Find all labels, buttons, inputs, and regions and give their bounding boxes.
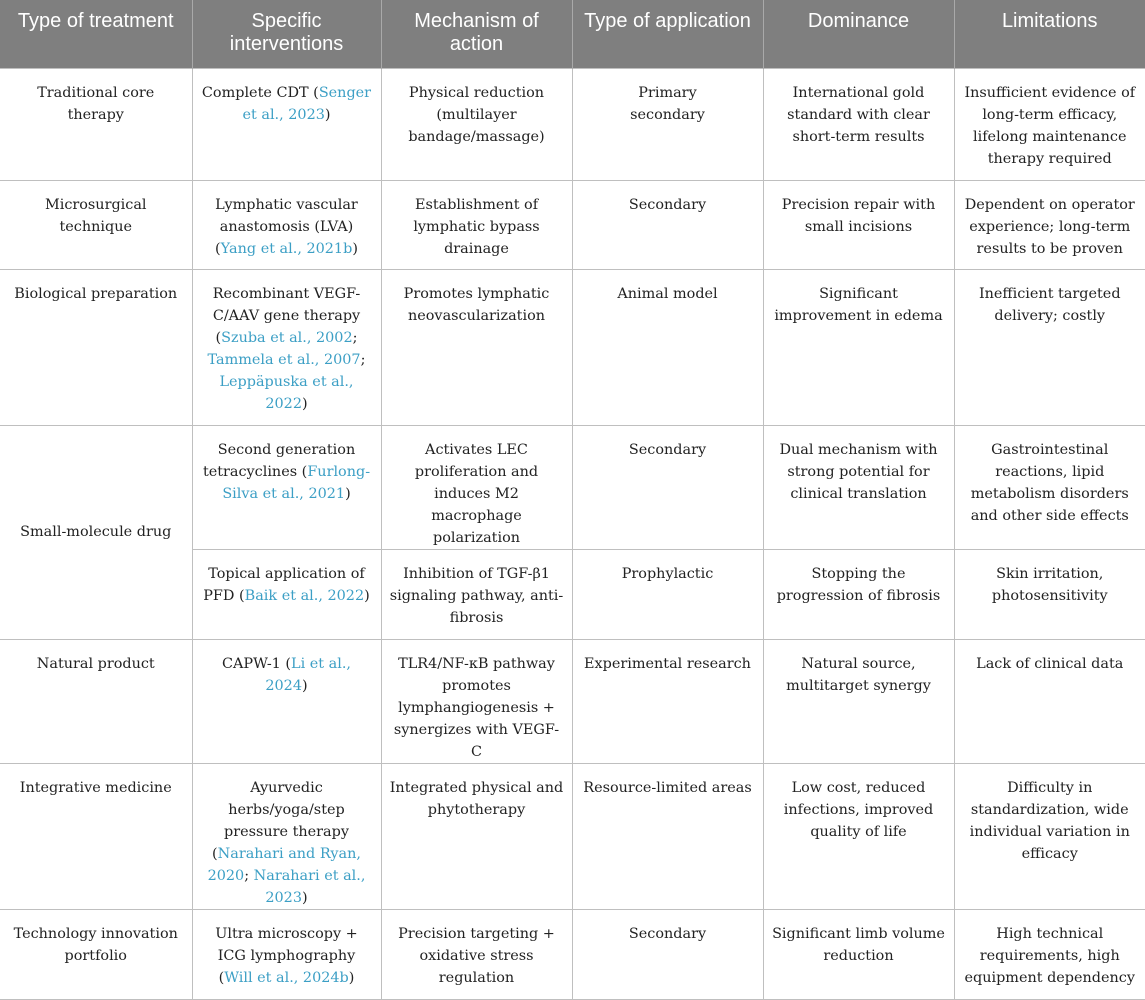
citation-link[interactable]: Narahari and Ryan, 2020 bbox=[207, 845, 361, 884]
cell-type: Microsurgical technique bbox=[0, 180, 192, 269]
citation-link[interactable]: Yang et al., 2021b bbox=[220, 240, 353, 257]
cell-type: Small-molecule drug bbox=[0, 425, 192, 639]
citation-link[interactable]: Li et al., 2024 bbox=[265, 655, 351, 694]
cell-intervention: Second generation tetracyclines (Furlong-Silva et al., 2021) bbox=[192, 425, 381, 549]
cell-mechanism: Inhibition of TGF-β1 signaling pathway, anti-fibrosis bbox=[381, 549, 572, 639]
citation-link[interactable]: Narahari et al., 2023 bbox=[253, 867, 366, 906]
cell-limitations: Dependent on operator experience; long-term results to be proven bbox=[954, 180, 1145, 269]
cell-application: Experimental research bbox=[572, 639, 763, 763]
cell-dominance: Natural source, multitarget synergy bbox=[763, 639, 954, 763]
cell-type: Biological preparation bbox=[0, 269, 192, 425]
header-dominance: Dominance bbox=[763, 0, 954, 68]
cell-dominance: International gold standard with clear short-term results bbox=[763, 68, 954, 180]
cell-intervention: Recombinant VEGF-C/AAV gene therapy (Szuba et al., 2002; Tammela et al., 2007; Leppäpuska et al., 2022) bbox=[192, 269, 381, 425]
cell-mechanism: Establishment of lymphatic bypass drainage bbox=[381, 180, 572, 269]
table-row bbox=[0, 180, 1145, 269]
cell-limitations: Difficulty in standardization, wide individual variation in efficacy bbox=[954, 763, 1145, 909]
cell-limitations: Skin irritation, photosensitivity bbox=[954, 549, 1145, 639]
citation-link[interactable]: Leppäpuska et al., 2022 bbox=[219, 373, 354, 412]
cell-mechanism: Activates LEC proliferation and induces M2 macrophage polarization bbox=[381, 425, 572, 549]
cell-application: Primary secondary bbox=[572, 68, 763, 180]
cell-intervention: Topical application of PFD (Baik et al., 2022) bbox=[192, 549, 381, 639]
cell-dominance: Significant limb volume reduction bbox=[763, 909, 954, 999]
cell-limitations: Lack of clinical data bbox=[954, 639, 1145, 763]
cell-limitations: Gastrointestinal reactions, lipid metabolism disorders and other side effects bbox=[954, 425, 1145, 549]
cell-application: Prophylactic bbox=[572, 549, 763, 639]
cell-intervention: Ultra microscopy + ICG lymphography (Will et al., 2024b) bbox=[192, 909, 381, 999]
cell-application: Animal model bbox=[572, 269, 763, 425]
cell-intervention: CAPW-1 (Li et al., 2024) bbox=[192, 639, 381, 763]
cell-application: Secondary bbox=[572, 180, 763, 269]
cell-mechanism: TLR4/NF-κB pathway promotes lymphangiogenesis + synergizes with VEGF-C bbox=[381, 639, 572, 763]
cell-application: Secondary bbox=[572, 425, 763, 549]
cell-application: Secondary bbox=[572, 909, 763, 999]
cell-type: Natural product bbox=[0, 639, 192, 763]
table-row bbox=[0, 425, 1145, 549]
cell-intervention: Lymphatic vascular anastomosis (LVA) (Yang et al., 2021b) bbox=[192, 180, 381, 269]
header-type-of-treatment: Type of treatment bbox=[0, 0, 192, 68]
cell-type: Traditional core therapy bbox=[0, 68, 192, 180]
table-row bbox=[0, 68, 1145, 180]
cell-intervention: Ayurvedic herbs/yoga/step pressure therapy (Narahari and Ryan, 2020; Narahari et al., 2023) bbox=[192, 763, 381, 909]
citation-link[interactable]: Szuba et al., 2002 bbox=[221, 329, 353, 346]
cell-dominance: Low cost, reduced infections, improved quality of life bbox=[763, 763, 954, 909]
cell-dominance: Stopping the progression of fibrosis bbox=[763, 549, 954, 639]
cell-type: Technology innovation portfolio bbox=[0, 909, 192, 999]
table-row bbox=[0, 763, 1145, 909]
header-row bbox=[0, 0, 1145, 68]
header-specific-interventions: Specific interventions bbox=[192, 0, 381, 68]
cell-limitations: Inefficient targeted delivery; costly bbox=[954, 269, 1145, 425]
cell-type: Integrative medicine bbox=[0, 763, 192, 909]
citation-link[interactable]: Furlong-Silva et al., 2021 bbox=[222, 463, 371, 502]
table-row bbox=[0, 639, 1145, 763]
cell-mechanism: Promotes lymphatic neovascularization bbox=[381, 269, 572, 425]
cell-limitations: High technical requirements, high equipment dependency bbox=[954, 909, 1145, 999]
citation-link[interactable]: Will et al., 2024b bbox=[224, 969, 349, 986]
cell-limitations: Insufficient evidence of long-term efficacy, lifelong maintenance therapy required bbox=[954, 68, 1145, 180]
cell-intervention: Complete CDT (Senger et al., 2023) bbox=[192, 68, 381, 180]
header-mechanism-of-action: Mechanism of action bbox=[381, 0, 572, 68]
cell-application: Resource-limited areas bbox=[572, 763, 763, 909]
citation-link[interactable]: Tammela et al., 2007 bbox=[207, 351, 361, 368]
table-row bbox=[0, 909, 1145, 999]
cell-mechanism: Physical reduction (multilayer bandage/massage) bbox=[381, 68, 572, 180]
cell-mechanism: Integrated physical and phytotherapy bbox=[381, 763, 572, 909]
table-row bbox=[0, 269, 1145, 425]
cell-dominance: Dual mechanism with strong potential for clinical translation bbox=[763, 425, 954, 549]
citation-link[interactable]: Senger et al., 2023 bbox=[242, 84, 372, 123]
cell-mechanism: Precision targeting + oxidative stress regulation bbox=[381, 909, 572, 999]
cell-dominance: Precision repair with small incisions bbox=[763, 180, 954, 269]
cell-dominance: Significant improvement in edema bbox=[763, 269, 954, 425]
header-limitations: Limitations bbox=[954, 0, 1145, 68]
header-type-of-application: Type of application bbox=[572, 0, 763, 68]
citation-link[interactable]: Baik et al., 2022 bbox=[244, 587, 365, 604]
